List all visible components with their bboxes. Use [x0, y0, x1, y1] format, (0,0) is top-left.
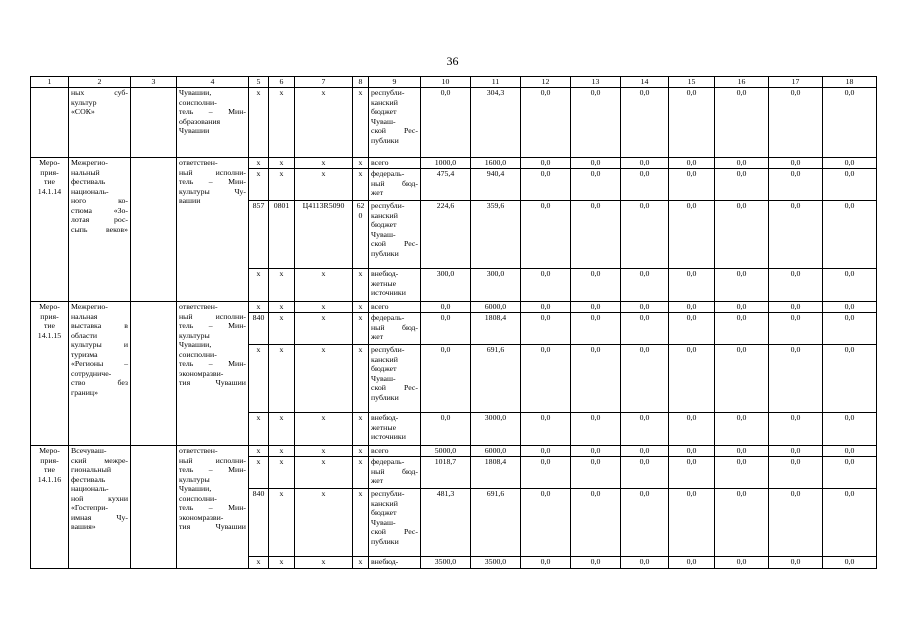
amount-cell: 0,0 [769, 457, 823, 489]
funding-source: федераль- ный бюд- жет [369, 313, 421, 345]
event-executor: ответствен- ный исполни- тель – Мин- культуры Чувашии, соисполни- тель – Мин- экономразви- тия Чувашии [177, 302, 249, 446]
amount-cell: 0,0 [571, 446, 621, 457]
grbs-code: 857 [249, 201, 269, 269]
amount-cell: 0,0 [621, 169, 669, 201]
amount-cell: 0,0 [823, 413, 877, 446]
column-header: 1 [31, 77, 69, 88]
amount-cell: 0,0 [769, 446, 823, 457]
amount-cell: 0,0 [571, 457, 621, 489]
amount-cell: 0,0 [571, 489, 621, 557]
target-article-code: Ц4113R5090 [295, 201, 353, 269]
amount-cell: 0,0 [823, 302, 877, 313]
column-header: 14 [621, 77, 669, 88]
section-code: 0801 [269, 201, 295, 269]
event-name-cell: ных суб- культур «СОК» [69, 88, 131, 158]
amount-cell: 691,6 [471, 345, 521, 413]
grbs-code: 840 [249, 489, 269, 557]
amount-cell: 0,0 [715, 557, 769, 569]
amount-cell: 0,0 [521, 457, 571, 489]
grbs-code: 840 [249, 313, 269, 345]
amount-cell: 0,0 [621, 413, 669, 446]
grbs-code: x [249, 302, 269, 313]
column-header: 6 [269, 77, 295, 88]
amount-cell: 0,0 [521, 201, 571, 269]
amount-cell: 0,0 [715, 313, 769, 345]
grbs-code: x [249, 158, 269, 169]
section-code: x [269, 158, 295, 169]
amount-cell: 0,0 [715, 201, 769, 269]
amount-cell: 0,0 [769, 88, 823, 158]
amount-cell: 0,0 [621, 557, 669, 569]
amount-cell: 0,0 [521, 313, 571, 345]
amount-cell: 0,0 [715, 169, 769, 201]
target-article-code: x [295, 413, 353, 446]
amount-cell: 300,0 [471, 269, 521, 302]
target-article-code: x [295, 302, 353, 313]
grbs-code: x [249, 457, 269, 489]
event-label: Меро- прия- тие 14.1.16 [31, 446, 69, 569]
expense-type-code: 620 [353, 201, 369, 269]
amount-cell: 3000,0 [471, 413, 521, 446]
funding-source: всего [369, 446, 421, 457]
amount-cell: 0,0 [571, 557, 621, 569]
column-header: 7 [295, 77, 353, 88]
amount-cell: 0,0 [521, 88, 571, 158]
amount-cell: 0,0 [571, 201, 621, 269]
column-header: 18 [823, 77, 877, 88]
amount-cell: 300,0 [421, 269, 471, 302]
amount-cell: 0,0 [621, 345, 669, 413]
amount-cell: 475,4 [421, 169, 471, 201]
event-executor: ответствен- ный исполни- тель – Мин- культуры Чувашии, соисполни- тель – Мин- экономразви- тия Чувашии [177, 446, 249, 569]
amount-cell: 0,0 [669, 489, 715, 557]
section-code: x [269, 269, 295, 302]
section-code: x [269, 489, 295, 557]
amount-cell: 0,0 [769, 489, 823, 557]
column-header: 13 [571, 77, 621, 88]
amount-cell: 0,0 [823, 489, 877, 557]
amount-cell: 0,0 [421, 413, 471, 446]
amount-cell: 0,0 [823, 446, 877, 457]
table-row [31, 446, 877, 457]
target-article-code: x [295, 169, 353, 201]
amount-cell: 0,0 [823, 557, 877, 569]
expense-type-code: x [353, 88, 369, 158]
expense-type-code: x [353, 457, 369, 489]
amount-cell: 0,0 [521, 446, 571, 457]
amount-cell: 0,0 [715, 269, 769, 302]
amount-cell: 0,0 [521, 169, 571, 201]
amount-cell: 0,0 [715, 88, 769, 158]
table-row [31, 88, 877, 158]
funding-source: республи- канский бюджет Чуваш- ской Рес- публики [369, 201, 421, 269]
section-code: x [269, 345, 295, 413]
amount-cell: 0,0 [621, 201, 669, 269]
target-article-code: x [295, 557, 353, 569]
amount-cell: 0,0 [669, 169, 715, 201]
amount-cell: 0,0 [521, 302, 571, 313]
amount-cell: 359,6 [471, 201, 521, 269]
amount-cell: 0,0 [715, 457, 769, 489]
amount-cell: 0,0 [669, 88, 715, 158]
amount-cell: 0,0 [669, 158, 715, 169]
amount-cell: 0,0 [521, 269, 571, 302]
amount-cell: 0,0 [769, 557, 823, 569]
grbs-code: x [249, 88, 269, 158]
amount-cell: 0,0 [715, 345, 769, 413]
amount-cell: 0,0 [715, 302, 769, 313]
amount-cell: 0,0 [769, 169, 823, 201]
column-header: 4 [177, 77, 249, 88]
event-label-cell [31, 88, 69, 158]
amount-cell: 0,0 [715, 446, 769, 457]
funding-source: федераль- ный бюд- жет [369, 457, 421, 489]
amount-cell: 0,0 [669, 269, 715, 302]
amount-cell: 0,0 [571, 169, 621, 201]
column-header: 12 [521, 77, 571, 88]
expense-type-code: x [353, 302, 369, 313]
amount-cell: 6000,0 [471, 446, 521, 457]
amount-cell: 691,6 [471, 489, 521, 557]
funding-source: внебюд- жетные источники [369, 413, 421, 446]
amount-cell: 481,3 [421, 489, 471, 557]
event-name: Межрегио- нальный фестиваль националь- ного ко- стюма «Зо- лотая рос- сыпь веков» [69, 158, 131, 302]
event-name: Межрегио- нальная выставка в области культуры и туризма «Регионы – сотрудниче- ство без границ» [69, 302, 131, 446]
target-article-code: x [295, 313, 353, 345]
amount-cell: 0,0 [715, 489, 769, 557]
expense-type-code: x [353, 446, 369, 457]
amount-cell: 3500,0 [421, 557, 471, 569]
grbs-code: x [249, 557, 269, 569]
amount-cell: 0,0 [571, 345, 621, 413]
table-row [31, 302, 877, 313]
amount-cell: 0,0 [421, 302, 471, 313]
amount-cell: 0,0 [521, 557, 571, 569]
amount-cell: 0,0 [571, 158, 621, 169]
amount-cell: 6000,0 [471, 302, 521, 313]
event-label: Меро- прия- тие 14.1.14 [31, 158, 69, 302]
amount-cell: 0,0 [421, 313, 471, 345]
amount-cell: 0,0 [769, 302, 823, 313]
amount-cell: 1000,0 [421, 158, 471, 169]
event-label: Меро- прия- тие 14.1.15 [31, 302, 69, 446]
column-header: 17 [769, 77, 823, 88]
amount-cell: 0,0 [571, 413, 621, 446]
amount-cell: 0,0 [521, 489, 571, 557]
funding-source: всего [369, 302, 421, 313]
funding-source: внебюд- [369, 557, 421, 569]
amount-cell: 0,0 [421, 345, 471, 413]
grbs-code: x [249, 269, 269, 302]
grbs-code: x [249, 345, 269, 413]
target-article-code: x [295, 457, 353, 489]
amount-cell: 940,4 [471, 169, 521, 201]
expense-type-code: x [353, 345, 369, 413]
column-header: 9 [369, 77, 421, 88]
amount-cell: 1808,4 [471, 313, 521, 345]
amount-cell: 0,0 [769, 313, 823, 345]
amount-cell: 0,0 [669, 457, 715, 489]
subprogram-cell [131, 302, 177, 446]
subprogram-cell [131, 446, 177, 569]
expense-type-code: x [353, 489, 369, 557]
page-number: 36 [446, 54, 459, 68]
executor-cell: Чувашии, соисполни- тель – Мин- образования Чувашии [177, 88, 249, 158]
amount-cell: 0,0 [823, 169, 877, 201]
budget-table [30, 76, 877, 569]
amount-cell: 1808,4 [471, 457, 521, 489]
expense-type-code: x [353, 557, 369, 569]
amount-cell: 0,0 [823, 457, 877, 489]
amount-cell: 0,0 [769, 345, 823, 413]
amount-cell: 1600,0 [471, 158, 521, 169]
section-code: x [269, 446, 295, 457]
amount-cell: 0,0 [621, 88, 669, 158]
amount-cell: 0,0 [769, 413, 823, 446]
column-header: 11 [471, 77, 521, 88]
amount-cell: 0,0 [823, 201, 877, 269]
funding-source: республи- канский бюджет Чуваш- ской Рес- публики [369, 489, 421, 557]
subprogram-cell [131, 158, 177, 302]
event-name: Всечуваш- ский межре- гиональный фестиваль националь- ной кухни «Гостепри- имная Чу- вашия» [69, 446, 131, 569]
section-code: x [269, 313, 295, 345]
amount-cell: 0,0 [669, 446, 715, 457]
amount-cell: 0,0 [421, 88, 471, 158]
expense-type-code: x [353, 158, 369, 169]
target-article-code: x [295, 269, 353, 302]
section-code: x [269, 88, 295, 158]
column-header: 15 [669, 77, 715, 88]
amount-cell: 0,0 [769, 158, 823, 169]
amount-cell: 0,0 [571, 302, 621, 313]
funding-source: республи- канский бюджет Чуваш- ской Рес- публики [369, 345, 421, 413]
amount-cell: 0,0 [769, 269, 823, 302]
funding-source: федераль- ный бюд- жет [369, 169, 421, 201]
subprogram-cell [131, 88, 177, 158]
expense-type-code: x [353, 169, 369, 201]
section-code: x [269, 169, 295, 201]
section-code: x [269, 557, 295, 569]
expense-type-code: x [353, 413, 369, 446]
amount-cell: 3500,0 [471, 557, 521, 569]
column-header: 2 [69, 77, 131, 88]
column-header: 5 [249, 77, 269, 88]
funding-source: республи- канский бюджет Чуваш- ской Рес- публики [369, 88, 421, 158]
amount-cell: 0,0 [669, 345, 715, 413]
target-article-code: x [295, 158, 353, 169]
amount-cell: 0,0 [823, 313, 877, 345]
expense-type-code: x [353, 269, 369, 302]
target-article-code: x [295, 446, 353, 457]
amount-cell: 0,0 [571, 269, 621, 302]
amount-cell: 0,0 [621, 489, 669, 557]
amount-cell: 0,0 [823, 345, 877, 413]
section-code: x [269, 302, 295, 313]
amount-cell: 0,0 [769, 201, 823, 269]
expense-type-code: x [353, 313, 369, 345]
amount-cell: 0,0 [823, 158, 877, 169]
amount-cell: 0,0 [521, 413, 571, 446]
header-row [31, 77, 877, 88]
column-header: 10 [421, 77, 471, 88]
amount-cell: 224,6 [421, 201, 471, 269]
target-article-code: x [295, 489, 353, 557]
amount-cell: 0,0 [669, 201, 715, 269]
grbs-code: x [249, 446, 269, 457]
amount-cell: 0,0 [521, 345, 571, 413]
amount-cell: 0,0 [669, 557, 715, 569]
amount-cell: 0,0 [621, 457, 669, 489]
amount-cell: 0,0 [621, 302, 669, 313]
amount-cell: 0,0 [571, 88, 621, 158]
amount-cell: 0,0 [715, 158, 769, 169]
amount-cell: 0,0 [669, 413, 715, 446]
column-header: 3 [131, 77, 177, 88]
amount-cell: 5000,0 [421, 446, 471, 457]
section-code: x [269, 457, 295, 489]
amount-cell: 0,0 [823, 88, 877, 158]
amount-cell: 0,0 [621, 269, 669, 302]
section-code: x [269, 413, 295, 446]
column-header: 8 [353, 77, 369, 88]
grbs-code: x [249, 169, 269, 201]
funding-source: внебюд- жетные источники [369, 269, 421, 302]
column-header: 16 [715, 77, 769, 88]
table-row [31, 158, 877, 169]
event-executor: ответствен- ный исполни- тель – Мин- культуры Чу- вашии [177, 158, 249, 302]
amount-cell: 0,0 [571, 313, 621, 345]
amount-cell: 0,0 [669, 302, 715, 313]
amount-cell: 0,0 [621, 446, 669, 457]
target-article-code: x [295, 345, 353, 413]
amount-cell: 1018,7 [421, 457, 471, 489]
amount-cell: 304,3 [471, 88, 521, 158]
funding-source: всего [369, 158, 421, 169]
grbs-code: x [249, 413, 269, 446]
amount-cell: 0,0 [521, 158, 571, 169]
amount-cell: 0,0 [621, 158, 669, 169]
target-article-code: x [295, 88, 353, 158]
amount-cell: 0,0 [715, 413, 769, 446]
amount-cell: 0,0 [621, 313, 669, 345]
amount-cell: 0,0 [669, 313, 715, 345]
amount-cell: 0,0 [823, 269, 877, 302]
